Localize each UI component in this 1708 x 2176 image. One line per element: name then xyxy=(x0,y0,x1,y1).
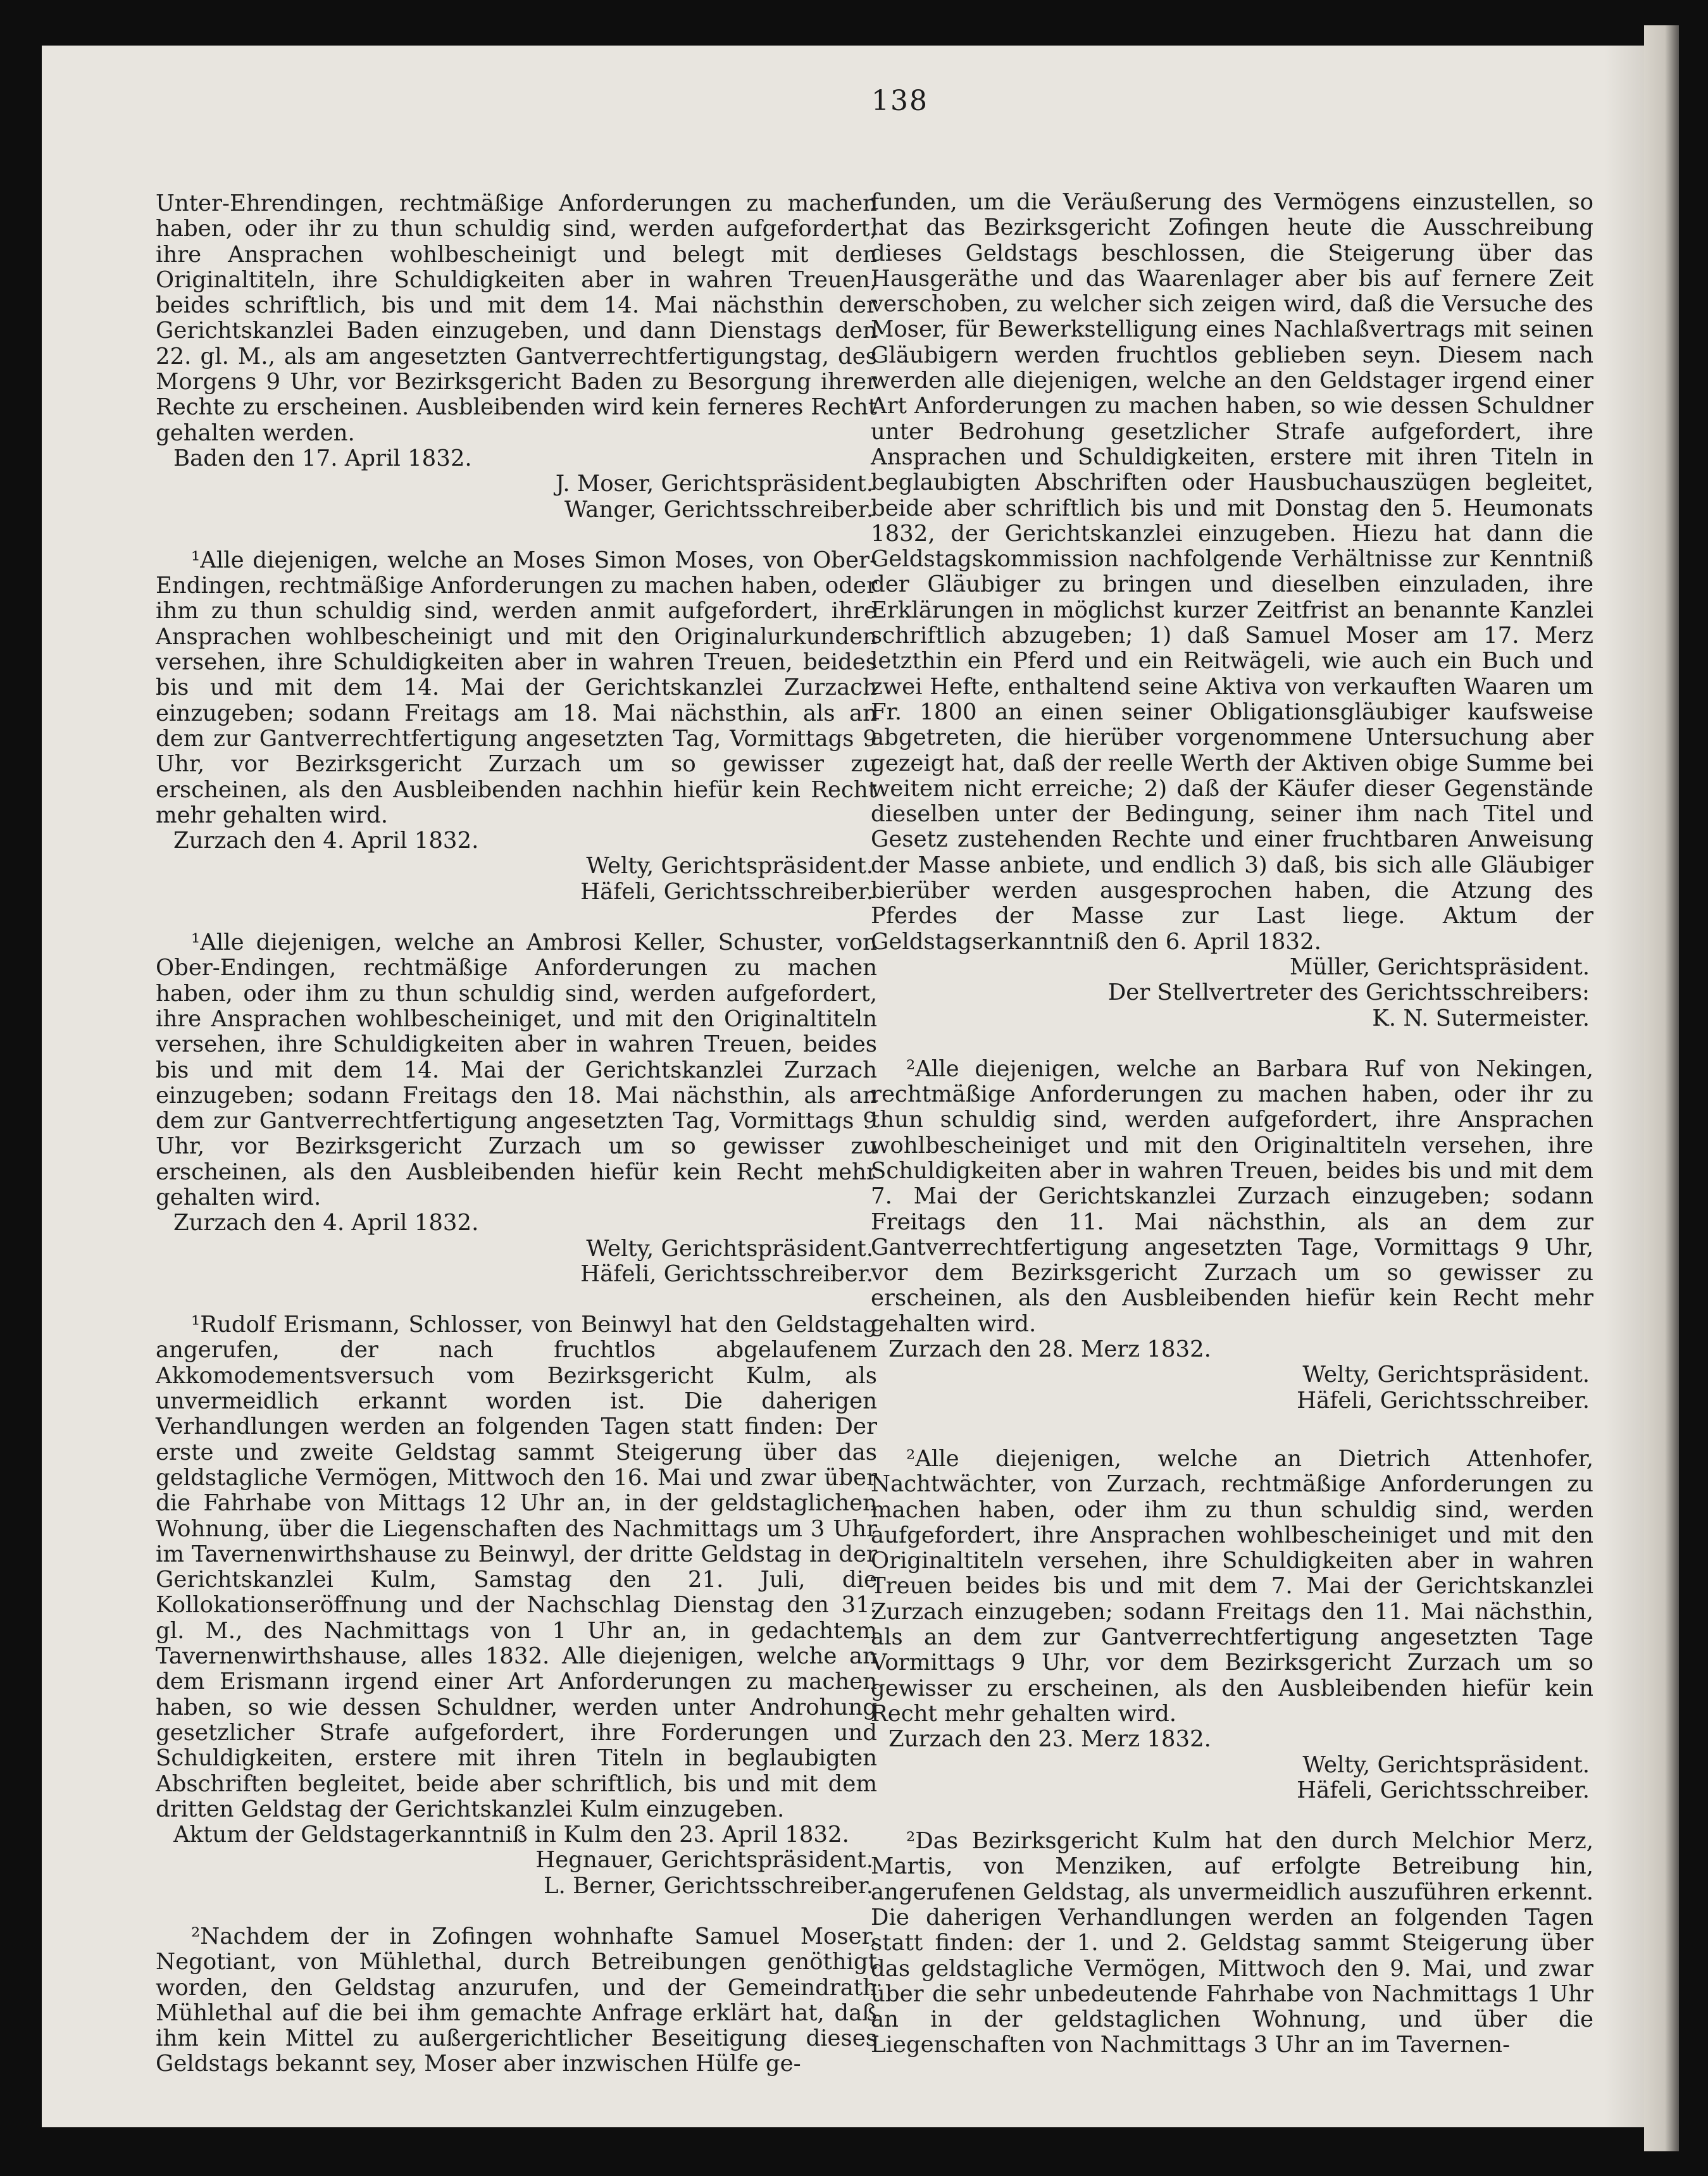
notice-body: ¹Alle diejenigen, welche an Moses Simon Moses, von Ober-Endingen, rechtmäßige Anforderungen zu machen haben, oder ihm zu thun schuldig sind, werden anmit aufgefordert, ihre Ansprachen wohlbescheinigt und mit den Originalurkunden versehen, ihre Schuldigkeiten aber in wahren Treuen, beides bis und mit dem 14. Mai der Gerichtskanzlei Zurzach einzugeben; sodann Freitags am 18. Mai nächsthin, als an dem zur Gantverrechtfertigung angesetzten Tag, Vormittags 9 Uhr, vor Bezirksgericht Zurzach um so gewisser zu erscheinen, als den Ausbleibenden nachhin hiefür kein Recht mehr gehalten wird. xyxy=(156,547,877,828)
notice-body: ²Alle diejenigen, welche an Barbara Ruf von Nekingen, rechtmäßige Anforderungen zu machen haben, oder ihr zu thun schuldig sind, werden aufgefordert, ihre Ansprachen wohlbescheiniget und mit den Originaltiteln versehen, ihre Schuldigkeiten aber in wahren Treuen, beides bis und mit dem 7. Mai der Gerichtskanzlei Zurzach einzugeben; sodann Freitags den 11. Mai nächsthin, als an dem zur Gantverrechtfertigung angesetzten Tage, Vormittags 9 Uhr, vor dem Bezirksgericht Zurzach um so gewisser zu erscheinen, als den Ausbleibenden hiefür kein Recht mehr gehalten wird. xyxy=(871,1055,1593,1337)
document-page xyxy=(42,46,1644,2127)
notice-melchior-merz xyxy=(871,1829,1593,2058)
signature-president: J. Moser, Gerichtspräsident. xyxy=(555,471,873,497)
notice-ambrosi-keller xyxy=(156,930,877,1287)
binding-shadow xyxy=(1605,46,1644,2127)
notice-mark: ² xyxy=(191,1924,201,1949)
notice-dietrich-attenhofer xyxy=(871,1446,1593,1803)
signature-clerk: Häfeli, Gerichtsschreiber. xyxy=(1297,1777,1590,1803)
signature-president: Welty, Gerichtspräsident. xyxy=(586,853,873,880)
signature-clerk: Häfeli, Gerichtsschreiber. xyxy=(1297,1387,1590,1414)
notice-rudolf-erismann xyxy=(156,1312,877,1899)
notice-moses-simon-moses xyxy=(156,548,877,905)
notice-mark: ² xyxy=(906,1445,916,1472)
page-number: 138 xyxy=(871,85,928,117)
notice-place-date: Zurzach den 4. April 1832. xyxy=(173,828,479,854)
page-edge xyxy=(1644,25,1679,2151)
signature-president: Welty, Gerichtspräsident. xyxy=(1302,1362,1590,1388)
notice-place-date: Aktum der Geldstagerkanntniß in Kulm den 23. April 1832. xyxy=(173,1822,849,1848)
signature-president: Welty, Gerichtspräsident. xyxy=(1302,1751,1590,1778)
notice-mark: ¹ xyxy=(191,929,201,956)
notice-body: ²Nachdem der in Zofingen wohnhafte Samuel Moser, Negotiant, von Mühlethal, durch Betreibungen genöthigt worden, den Geldstag anzurufen, und der Gemeindrath Mühlethal auf die bei ihm gemachte Anfrage erklärt hat, daß ihm kein Mittel zu außergerichtlicher Beseitigung dieses Geldstags bekannt sey, Moser aber inzwischen Hülfe ge- xyxy=(156,1924,877,2077)
notice-body: ²Das Bezirksgericht Kulm hat den durch Melchior Merz, Martis, von Menziken, auf erfolgte Betreibung hin, angerufenen Geldstag, als unvermeidlich auszuführen erkennt. Die daherigen Verhandlungen werden an folgenden Tagen statt finden: der 1. und 2. Geldstag sammt Steigerung über das geldstagliche Vermögen, Mittwoch den 9. Mai, und zwar über die sehr unbedeutende Fahrhabe von Nachmittags 1 Uhr an in der geldstaglichen Wohnung, und über die Liegenschaften von Nachmittags 3 Uhr an im Tavernen- xyxy=(871,1828,1593,2058)
notice-body: ²Alle diejenigen, welche an Dietrich Attenhofer, Nachtwächter, von Zurzach, rechtmäßige Anforderungen zu machen haben, oder ihm zu thun schuldig sind, werden aufgefordert, ihre Ansprachen wohlbescheiniget und mit den Originaltiteln versehen, ihre Schuldigkeiten aber in wahren Treuen beides bis und mit dem 7. Mai der Gerichtskanzlei Zurzach einzugeben; sodann Freitags den 11. Mai nächsthin, als an dem zur Gantverrechtfertigung angesetzten Tage Vormittags 9 Uhr, vor dem Bezirksgericht Zurzach um so gewisser zu erscheinen, als den Ausbleibenden hiefür kein Recht mehr gehalten wird. xyxy=(871,1445,1593,1727)
notice-body: Unter-Ehrendingen, rechtmäßige Anforderungen zu machen haben, oder ihr zu thun schuldig sind, werden aufgefordert, ihre Ansprachen wohlbescheinigt und belegt mit den Originaltiteln, ihre Schuldigkeiten aber in wahren Treuen, beides schriftlich, bis und mit dem 14. Mai nächsthin der Gerichtskanzlei Baden einzugeben, und dann Dienstags den 22. gl. M., als am angesetzten Gantverrechtfertigungstag, des Morgens 9 Uhr, vor Bezirksgericht Baden zu Besorgung ihrer Rechte zu erscheinen. Ausbleibenden wird kein ferneres Recht gehalten werden. xyxy=(156,190,877,446)
signature-deputy-clerk: K. N. Sutermeister. xyxy=(1372,1005,1590,1031)
notice-samuel-moser-continued xyxy=(871,190,1593,1031)
notice-barbara-ruf xyxy=(871,1057,1593,1414)
signature-president: Welty, Gerichtspräsident. xyxy=(586,1235,873,1262)
notice-samuel-moser xyxy=(156,1924,877,2077)
notice-body: ¹Rudolf Erismann, Schlosser, von Beinwyl hat den Geldstag angerufen, der nach fruchtlos abgelaufenem Akkomodementsversuch vom Bezirksgericht Kulm, als unvermeidlich erkannt worden ist. Die daherigen Verhandlungen werden an folgenden Tagen statt finden: Der erste und zweite Geldstag sammt Steigerung über das geldstagliche Vermögen, Mittwoch den 16. Mai und zwar über die Fahrhabe von Mittags 12 Uhr an, in der geldstaglichen Wohnung, über die Liegenschaften des Nachmittags um 3 Uhr im Tavernenwirthshause zu Beinwyl, der dritte Geldstag in der Gerichtskanzlei Kulm, Samstag den 21. Juli, die Kollokationseröffnung und der Nachschlag Dienstag den 31. gl. M., des Nachmittags von 1 Uhr an, in gedachtem Tavernenwirthshause, alles 1832. Alle diejenigen, welche an dem Erismann irgend einer Art Anforderungen zu machen haben, so wie dessen Schuldner, werden unter Androhung gesetzlicher Strafe aufgefordert, ihre Forderungen und Schuldigkeiten, erstere mit ihren Titeln in beglaubigten Abschriften begleitet, beide aber schriftlich, bis und mit dem dritten Geldstag der Gerichtskanzlei Kulm einzugeben. xyxy=(156,1312,877,1822)
notice-mark: ² xyxy=(906,1055,916,1082)
right-column xyxy=(871,190,1593,2058)
notice-place-date: Zurzach den 28. Merz 1832. xyxy=(888,1336,1211,1363)
signature-clerk: Häfeli, Gerichtsschreiber. xyxy=(580,1260,873,1287)
notice-mark: ¹ xyxy=(191,1312,201,1338)
signature-clerk: Häfeli, Gerichtsschreiber. xyxy=(580,878,873,905)
notice-place-date: Zurzach den 4. April 1832. xyxy=(173,1210,479,1236)
signature-deputy-title: Der Stellvertreter des Gerichtsschreibers: xyxy=(1107,979,1590,1006)
notice-body: ¹Alle diejenigen, welche an Ambrosi Keller, Schuster, von Ober-Endingen, rechtmäßige Anforderungen zu machen haben, oder ihm zu thun schuldig sind, werden aufgefordert, ihre Ansprachen wohlbescheiniget, und mit den Originaltiteln versehen, ihre Schuldigkeiten aber in wahren Treuen, beides bis und mit dem 14. Mai der Gerichtskanzlei Zurzach einzugeben; sodann Freitags den 18. Mai nächsthin, als an dem zur Gantverrechtfertigung angesetzten Tag, Vormittags 9 Uhr, vor Bezirksgericht Zurzach um so gewisser zu erscheinen, als den Ausbleibenden hiefür kein Recht mehr gehalten wird. xyxy=(156,929,877,1210)
signature-clerk: Wanger, Gerichtsschreiber. xyxy=(564,496,873,523)
signature-clerk: L. Berner, Gerichtsschreiber. xyxy=(543,1872,873,1899)
signature-president: Hegnauer, Gerichtspräsident. xyxy=(535,1847,873,1874)
notice-baden-ehrendingen xyxy=(156,191,877,523)
notice-place-date: Baden den 17. April 1832. xyxy=(173,445,472,471)
notice-place-date: Zurzach den 23. Merz 1832. xyxy=(888,1726,1211,1753)
signature-president: Müller, Gerichtspräsident. xyxy=(1289,954,1590,980)
left-column xyxy=(156,191,877,2077)
notice-mark: ² xyxy=(906,1828,916,1855)
notice-mark: ¹ xyxy=(191,547,201,573)
notice-body: funden, um die Veräußerung des Vermögens einzustellen, so hat das Bezirksgericht Zofingen heute die Ausschreibung dieses Geldstags beschlossen, die Steigerung über das Hausgeräthe und das Waarenlager aber bis auf fernere Zeit verschoben, zu welcher sich zeigen wird, daß die Versuche des Moser, für Bewerkstelligung eines Nachlaßvertrags mit seinen Gläubigern werden fruchtlos geblieben seyn. Diesem nach werden alle diejenigen, welche an den Geldstager irgend einer Art Anforderungen zu machen haben, so wie dessen Schuldner unter Bedrohung gesetzlicher Strafe aufgefordert, ihre Ansprachen und Schuldigkeiten, erstere mit ihren Titeln in beglaubigten Abschriften oder Hausbuchauszügen begleitet, beide aber schriftlich bis und mit Donstag den 5. Heumonats 1832, der Gerichtskanzlei einzugeben. Hiezu hat dann die Geldstagskommission nachfolgende Verhältnisse zur Kenntniß der Gläubiger zu bringen und dieselben einzuladen, ihre Erklärungen in möglichst kurzer Zeitfrist an benannte Kanzlei schriftlich abzugeben; 1) daß Samuel Moser am 17. Merz letzthin ein Pferd und ein Reitwägeli, wie auch ein Buch und zwei Hefte, enthaltend seine Aktiva von verkauften Waaren um Fr. 1800 an einen seiner Obligationsgläubiger kaufsweise abgetreten, die hierüber vorgenommene Untersuchung aber gezeigt hat, daß der reelle Werth der Aktiven obige Summe bei weitem nicht erreiche; 2) daß der Käufer dieser Gegenstände dieselben unter der Bedingung, seiner ihm nach Titel und Gesetz zustehenden Rechte und einer fruchtbaren Anweisung der Masse anbiete, und endlich 3) daß, bis sich alle Gläubiger bierüber werden ausgesprochen haben, die Atzung des Pferdes der Masse zur Last liege. Aktum der Geldstagserkanntniß den 6. April 1832. xyxy=(871,189,1593,955)
